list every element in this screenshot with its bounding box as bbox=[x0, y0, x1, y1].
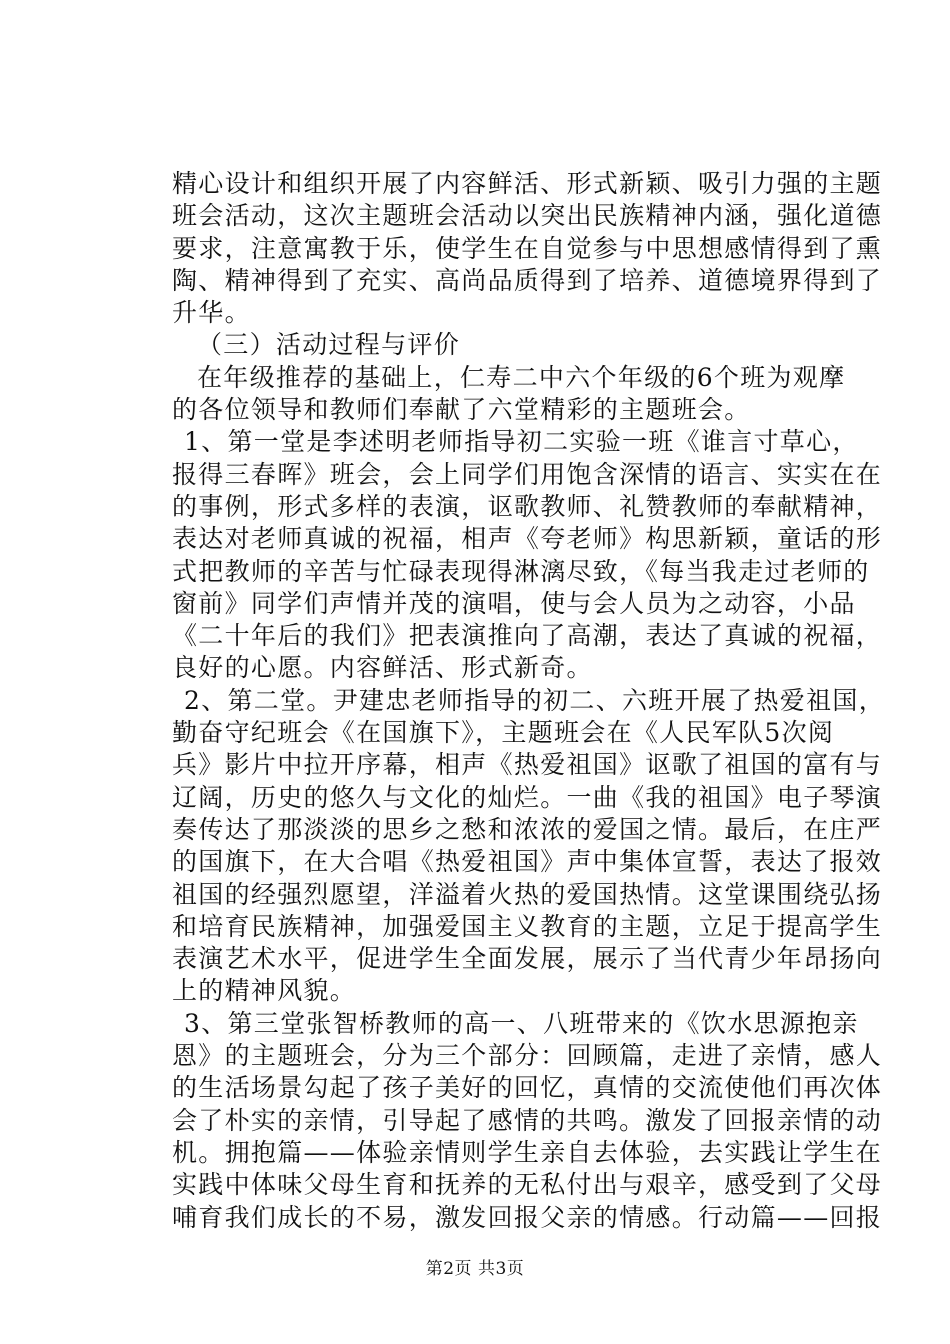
section-heading: （三）活动过程与评价 bbox=[197, 330, 461, 360]
document-body bbox=[172, 168, 886, 1234]
text-line: 机。拥抱篇——体验亲情则学生亲自去体验，去实践让学生在 bbox=[172, 1137, 883, 1167]
text-line: 奏传达了那淡淡的思乡之愁和浓浓的爱国之情。最后，在庄严 bbox=[172, 814, 883, 844]
page-footer: 第2页 共3页 bbox=[425, 1259, 525, 1279]
text-line: 在年级推荐的基础上，仁寿二中六个年级的6个班为观摩 bbox=[197, 362, 846, 392]
text-line: 式把教师的辛苦与忙碌表现得淋漓尽致，《每当我走过老师的 bbox=[172, 556, 870, 586]
text-line: 班会活动，这次主题班会活动以突出民族精神内涵，强化道德 bbox=[172, 201, 883, 231]
text-line: 的事例，形式多样的表演，讴歌教师、礼赞教师的奉献精神， bbox=[172, 491, 883, 521]
text-line: 上的精神风貌。 bbox=[172, 976, 357, 1006]
text-line: 祖国的经强烈愿望，洋溢着火热的爱国热情。这堂课围绕弘扬 bbox=[172, 879, 883, 909]
text-line: 陶、精神得到了充实、高尚品质得到了培养、道德境界得到了 bbox=[172, 265, 883, 295]
text-line: 《二十年后的我们》把表演推向了高潮，表达了真诚的祝福， bbox=[172, 621, 883, 651]
text-line: 良好的心愿。内容鲜活、形式新奇。 bbox=[172, 653, 593, 683]
text-line: 的生活场景勾起了孩子美好的回忆，真情的交流使他们再次体 bbox=[172, 1073, 883, 1103]
text-line: 的各位领导和教师们奉献了六堂精彩的主题班会。 bbox=[172, 395, 751, 425]
text-line: 的国旗下，在大合唱《热爱祖国》声中集体宣誓，表达了报效 bbox=[172, 847, 883, 877]
text-line: 报得三春晖》班会，会上同学们用饱含深情的语言、实实在在 bbox=[172, 459, 883, 489]
text-line: 兵》影片中拉开序幕，相声《热爱祖国》讴歌了祖国的富有与 bbox=[172, 750, 883, 780]
text-line: 升华。 bbox=[172, 298, 251, 328]
text-line: 辽阔，历史的悠久与文化的灿烂。一曲《我的祖国》电子琴演 bbox=[172, 782, 883, 812]
text-line: 表演艺术水平，促进学生全面发展，展示了当代青少年昂扬向 bbox=[172, 944, 883, 974]
text-line: 窗前》同学们声情并茂的演唱，使与会人员为之动容，小品 bbox=[172, 588, 856, 618]
text-line: 恩》的主题班会，分为三个部分：回顾篇，走进了亲情，感人 bbox=[172, 1041, 883, 1071]
text-line: 1、第一堂是李述明老师指导初二实验一班《谁言寸草心， bbox=[184, 427, 859, 457]
text-line: 实践中体味父母生育和抚养的无私付出与艰辛，感受到了父母 bbox=[172, 1170, 883, 1200]
text-line: 哺育我们成长的不易，激发回报父亲的情感。行动篇——回报 bbox=[172, 1202, 883, 1232]
text-line: 精心设计和组织开展了内容鲜活、形式新颖、吸引力强的主题 bbox=[172, 169, 883, 198]
text-line: 要求，注意寓教于乐，使学生在自觉参与中思想感情得到了熏 bbox=[172, 233, 883, 263]
text-line: 和培育民族精神，加强爱国主义教育的主题，立足于提高学生 bbox=[172, 911, 883, 941]
text-line: 3、第三堂张智桥教师的高一、八班带来的《饮水思源抱亲 bbox=[184, 1008, 859, 1038]
text-line: 会了朴实的亲情，引导起了感情的共鸣。激发了回报亲情的动 bbox=[172, 1105, 883, 1135]
text-line: 表达对老师真诚的祝福，相声《夸老师》构思新颖，童话的形 bbox=[172, 524, 883, 554]
text-line: 勤奋守纪班会《在国旗下》，主题班会在《人民军队5次阅 bbox=[172, 718, 835, 748]
text-line: 2、第二堂。尹建忠老师指导的初二、六班开展了热爱祖国， bbox=[184, 685, 886, 715]
